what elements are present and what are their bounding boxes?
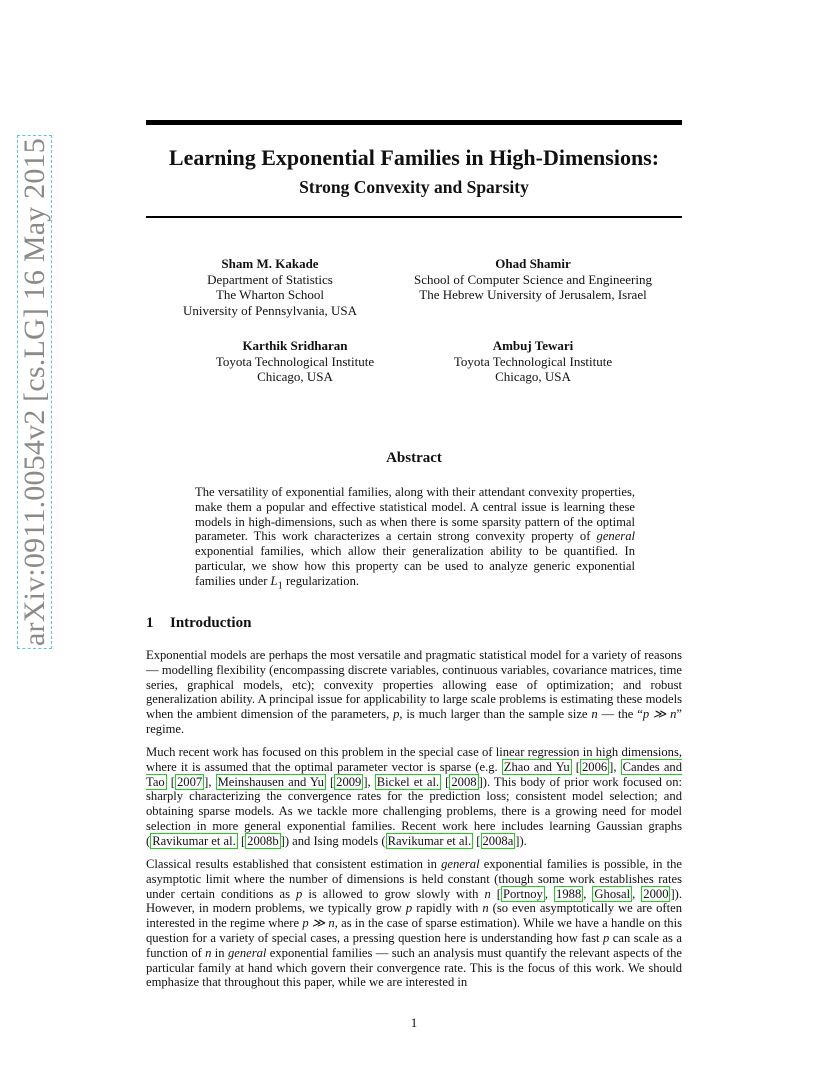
citation-link[interactable]: Portnoy [502,886,543,901]
citation-year-link[interactable]: 2007 [176,774,203,789]
math-symbol: p ≫ n [642,707,677,722]
text-run: [ [571,759,580,774]
text-run: [ [490,886,501,901]
author-affiliation: School of Computer Science and Engineering [414,271,652,287]
emphasis: general [441,857,480,871]
text-run: , as in the case of sparse estimation). While we have a handle on this question for a variety of special cases, a pressing question here is understanding how fast [146,916,683,945]
author-affiliation: Toyota Technological Institute [215,353,375,369]
text-run: ” regime. [146,707,682,736]
emphasis: general [227,945,267,960]
text-run: Much recent work has focused on this problem in the special case of linear regression in high dimensions, where it is assumed that the optimal parameter vector is sparse (e.g. [146,745,682,774]
citation-link[interactable]: Ghosal [594,886,631,901]
page-number: 1 [410,1015,418,1030]
text-run: exponential families, which allow their generalization ability to be quantified. In particular, we show how this property can be used to analyze generic exponential families under [195,544,635,588]
math-symbol: n [482,901,489,916]
text-run: The versatility of exponential families, along with their attendant convexity properties, make them a popular and effective statistical model. A central issue is learning these models in high-dimensions, such as when there is some sparsity pattern of the optimal parameter. This work characterizes a certain strong convexity property of [195,485,635,544]
section-heading [146,615,251,632]
author-name: Karthik Sridharan [242,338,348,353]
author-affiliation: Department of Statistics [207,271,333,287]
text-run: [ [473,833,481,848]
text-run: (so even asymptotically we are often interested in the regime where [146,901,682,931]
author-block [390,256,676,303]
section-title: Introduction [170,615,252,631]
text-run: , is much larger than the sample size [399,707,592,722]
text-run: [ [237,833,246,848]
emphasis: general [596,529,635,544]
math-symbol: n [484,886,491,901]
citation-link[interactable]: Meinshausen and Yu [217,774,324,789]
citation-year-link[interactable]: 2006 [581,759,608,774]
text-run: can scale as a function of [146,930,682,960]
text-run: is allowed to grow slowly with [302,886,485,901]
section-number: 1 [146,615,154,631]
citation-year-link[interactable]: 2009 [336,774,362,789]
text-run: ]). This body of prior work focused on: sharply characterizing the convergence rates for the prediction loss; consistent model selection; and obtaining sparse models. As we tackle more challenging problems, there is a growing need for model selection in more general exponential families. Recent work here includes learning Gaussian graphs ( [146,774,683,848]
text-run: ]). [515,833,527,848]
citation-link[interactable]: Zhao and Yu [503,759,570,774]
author-affiliation: Chicago, USA [257,369,333,384]
text-run: — the “ [597,707,643,722]
text-run: [ [325,774,335,789]
author-name: Ohad Shamir [495,256,571,271]
title-bottom-rule [146,216,682,218]
author-affiliation: Chicago, USA [495,369,571,384]
arxiv-stamp: arXiv:0911.0054v2 [cs.LG] 16 May 2015 [12,42,58,742]
paragraph [146,648,682,737]
text-run: ], [363,774,375,789]
math-symbol: p ≫ n [302,916,335,931]
citation-year-link[interactable]: 2000 [643,886,669,901]
citation-year-link[interactable]: 1988 [556,886,582,901]
text-run: Exponential models are perhaps the most versatile and pragmatic statistical model for a variety of reasons — modelling flexibility (encompassing discrete variables, continuous variables, covariance matrices, time series, graphical models, etc); convexity properties allowing ease of optimization; and robust generalization ability. A principal issue for applicability to large scale problems is estimating these models when the ambient dimension of the parameters, [146,648,682,722]
author-block [420,338,646,385]
author-name: Sham M. Kakade [221,256,319,271]
citation-year-link[interactable]: 2008a [482,833,514,848]
math-symbol: p [296,886,303,901]
text-run: , [583,886,593,901]
paragraph [146,857,682,990]
text-run: regularization. [282,573,360,588]
citation-link[interactable]: Candes and Tao [146,759,683,789]
text-run: ], [609,759,621,774]
text-run: [ [441,774,450,789]
math-symbol: p [393,707,400,722]
abstract-heading: Abstract [386,450,442,466]
paper-subtitle: Strong Convexity and Sparsity [299,177,529,197]
author-block [160,256,380,318]
math-symbol: p [405,901,413,916]
citation-year-link[interactable]: 2008 [451,774,477,789]
math-subscript: 1 [277,580,283,592]
citation-link[interactable]: Ravikumar et al. [387,833,472,848]
abstract-text [195,485,635,594]
paragraph [146,745,682,849]
paper-title: Learning Exponential Families in High-Dimensions: [168,145,660,170]
text-run: , [544,886,555,901]
math-symbol: n [591,707,598,722]
text-run: ]). However, in modern problems, we typically grow [146,886,683,916]
citation-link[interactable]: Ravikumar et al. [152,833,236,848]
text-run: ], [204,774,216,789]
citation-link[interactable]: Bickel et al. [376,774,440,789]
author-block [185,338,405,385]
author-affiliation: University of Pennsylvania, USA [182,302,358,318]
text-run: Classical results established that consistent estimation in [146,857,442,871]
citation-year-link[interactable]: 2008b [247,833,279,848]
text-run: exponential families is possible, in the asymptotic limit where the number of dimensions is held constant (though some work establishes rates under certain conditions as [146,857,682,901]
author-name: Ambuj Tewari [492,338,574,353]
author-affiliation: The Wharton School [215,287,325,302]
math-symbol: p [603,930,610,945]
math-symbol: n [205,945,212,960]
text-run: in [211,945,228,960]
text-run: ]) and Ising models ( [280,833,386,848]
title-top-rule [146,120,682,125]
author-affiliation: The Hebrew University of Jerusalem, Israel [419,287,647,302]
text-run: rapidly with [412,901,483,916]
text-run: exponential families — such an analysis must quantify the relevant aspects of the particular family at hand which govern their convergence rate. This is the focus of this work. We should emphasize that throughout this paper, while we are interested in [146,945,682,990]
text-run: , [632,886,642,901]
author-affiliation: Toyota Technological Institute [453,353,613,369]
math-symbol: L [270,573,278,588]
text-run: [ [166,774,175,789]
